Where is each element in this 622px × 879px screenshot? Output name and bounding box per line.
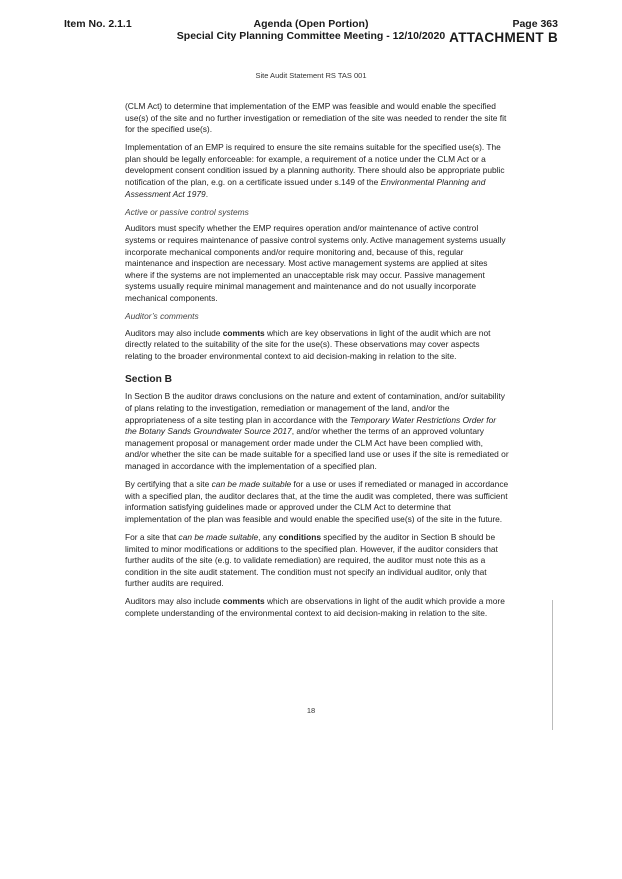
item-number: Item No. 2.1.1 (64, 18, 132, 30)
paragraph (125, 142, 509, 200)
subheading-active-passive: Active or passive control systems (125, 206, 249, 217)
paragraph (125, 479, 509, 525)
paragraph: Auditors must specify whether the EMP requires operation and/or maintenance of active control systems or requires maintenance of passive control systems only. Active management systems usually incorporate mechanical components and/or require monitoring and, because of this, regular maintenance and inspection are necessary. Most active management systems are applied at sites where if the systems are not implemented an unacceptable risk may occur. Passive management systems usually require minimal management and maintenance and do not usually incorporate mechanical components. (125, 223, 506, 303)
document-body (125, 101, 509, 626)
text-run: for a use or uses if remediated or managed in accordance with a specified plan, the auditor declares that, at the time the audit was completed, there was sufficient information satisfying guidelines made or approved under the CLM Act to determine that implementation of the plan was feasible and would enable the specified use(s) of the site in the future. (125, 479, 509, 524)
text-run: Auditors may also include (125, 596, 223, 607)
text-run: , any (258, 531, 279, 542)
act-title: Environmental Planning and Assessment Act 1979 (125, 177, 486, 199)
meeting-title: Special City Planning Committee Meeting - 12/10/2020 (176, 30, 446, 42)
page-number: 18 (306, 706, 316, 715)
paragraph: (CLM Act) to determine that implementation of the EMP was feasible and would enable the specified use(s) of the site and no further investigation or remediation of the site was needed to render the site fit for the specified use(s). (125, 101, 507, 135)
text-run: which are key observations in light of the audit which are not directly related to the suitability of the site for the use(s). These observations may cover aspects relating to the broader environmental context to aid decision-making in relation to the site. (125, 327, 491, 361)
text-run: In Section B the auditor draws conclusions on the nature and extent of contamination, and/or suitability of plans relating to the investigation, remediation or management of the land, and/or the appropriateness of a site testing plan in accordance with the (125, 391, 505, 425)
bold-term: comments (222, 596, 265, 607)
text-run: . (205, 188, 209, 199)
subheading-auditors-comments: Auditor’s comments (125, 311, 199, 321)
document-subtitle: Site Audit Statement RS TAS 001 (255, 71, 367, 80)
text-run: specified by the auditor in Section B should be limited to minor modifications or additions to the specified plan. However, if the auditor considers that further audits of the site (e.g. to validate remediation) are required, the auditor must note this as a condition in the site audit statement. The condition must not specify an individual auditor, only that further audits are required. (125, 531, 498, 589)
bold-term: comments (222, 327, 265, 338)
scan-edge-line (552, 600, 553, 730)
paragraph (125, 328, 509, 363)
order-title: Temporary Water Restrictions Order for the Botany Sands Groundwater Source 2017 (125, 414, 497, 437)
section-b-heading: Section B (125, 374, 172, 386)
italic-term: can be made suitable (178, 531, 259, 542)
text-run: , and/or whether the terms of an approved voluntary management proposal or management order made under the CLM Act have been complied with, and/or whether the site can be made suitable for a specified land use or uses if the site is remediated or managed in accordance with the implementation of a specified plan. (125, 426, 509, 471)
agenda-title: Agenda (Open Portion) (253, 18, 369, 30)
text-run: By certifying that a site (125, 479, 212, 490)
attachment-label: ATTACHMENT B (449, 30, 558, 45)
text-run: Implementation of an EMP is required to ensure the site remains suitable for the specified use(s). The plan should be legally enforceable: for example, a requirement of a notice under the CLM Act or a development consent condition issued by a planning authority. There should also be appropriate public notification of the plan, e.g. on a certificate issued under s.149 of the (125, 142, 505, 188)
paragraph (125, 596, 509, 619)
text-run: For a site that (125, 531, 179, 542)
text-run: Auditors may also include (125, 327, 223, 338)
text-run: which are observations in light of the audit which provide a more complete understanding of the environmental context to aid decision-making in relation to the site. (125, 596, 505, 618)
page-label: Page 363 (512, 18, 558, 30)
bold-term: conditions (278, 531, 321, 542)
italic-term: can be made suitable (211, 479, 292, 490)
paragraph (125, 391, 509, 472)
paragraph (125, 532, 509, 590)
